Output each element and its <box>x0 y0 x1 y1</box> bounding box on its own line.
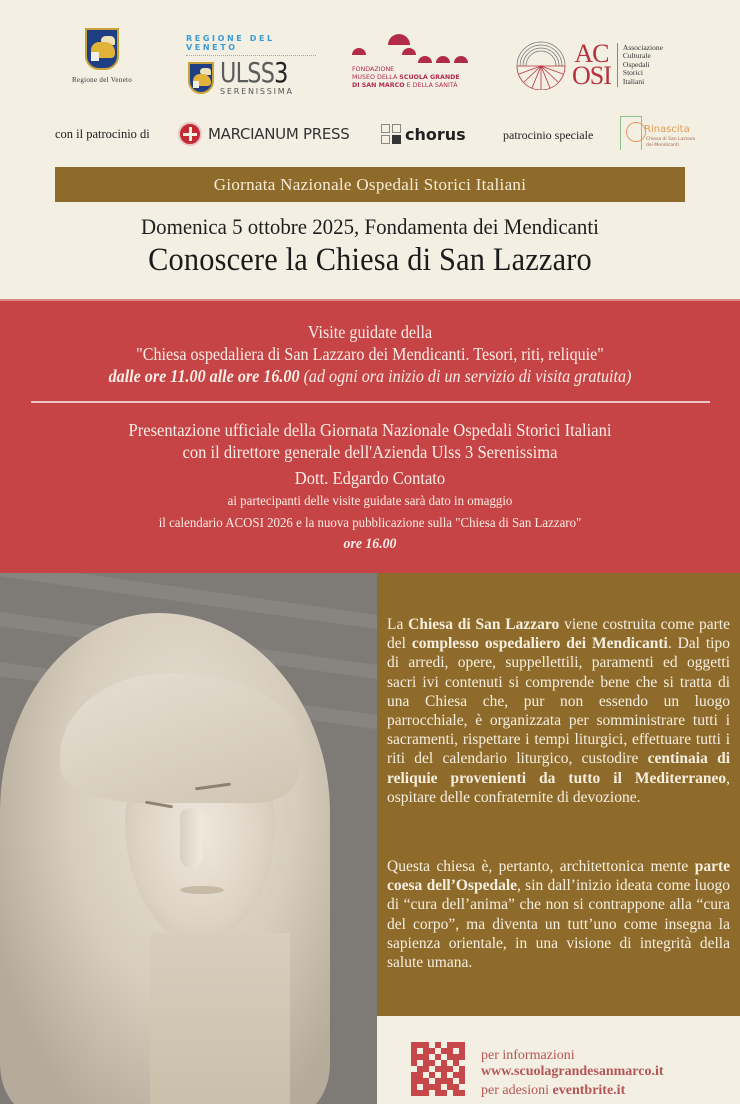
ulss3-wordmark: ULSS3 <box>220 56 288 89</box>
visits-title: "Chiesa ospedaliera di San Lazzaro dei Mendicanti. Tesori, riti, reliquie" <box>136 344 604 364</box>
lion-of-st-mark-shield-icon <box>85 28 119 70</box>
gift-line-1: ai partecipanti delle visite guidate sarà dato in omaggio <box>227 494 513 509</box>
presentation-time: ore 16.00 <box>343 536 397 552</box>
info-label: per informazioni <box>481 1048 575 1063</box>
patronage-row <box>0 122 740 152</box>
domes-icon <box>352 34 482 64</box>
acosi-description: Associazione Culturale Ospedali Storici Italiani <box>622 42 663 86</box>
special-patronage-label: patrocinio speciale <box>503 128 594 142</box>
marble-statue-photo <box>0 573 377 1104</box>
presentation-line-1: Presentazione ufficiale della Giornata Nazionale Ospedali Storici Italiani <box>128 420 612 440</box>
program-section <box>0 299 740 573</box>
grid-icon <box>381 124 401 144</box>
gift-line-2: il calendario ACOSI 2026 e la nuova pubblicazione sulla "Chiesa di San Lazzaro" <box>158 516 582 531</box>
date-location: Domenica 5 ottobre 2025, Fondamenta dei Mendicanti <box>141 214 599 239</box>
visits-schedule: dalle ore 11.00 alle ore 16.00 (ad ogni ora inizio di un servizio di visita gratuita) <box>108 366 632 386</box>
qr-code-icon[interactable] <box>411 1042 465 1096</box>
ulss3-logo <box>186 34 316 96</box>
marcianum-press-logo: MARCIANUM PRESS <box>178 122 349 146</box>
page-title: Conoscere la Chiesa di San Lazzaro <box>148 242 592 278</box>
regione-veneto-logo <box>62 28 142 84</box>
presentation-line-2: con il direttore generale dell'Azienda Ulss 3 Serenissima <box>182 442 558 462</box>
fondazione-text: FONDAZIONE MUSEO DELLA SCUOLA GRANDE DI SAN MARCO E DELLA SANITÀ <box>352 66 460 89</box>
patronage-label: con il patrocinio di <box>55 127 150 141</box>
website-link[interactable]: www.scuolagrandesanmarco.it <box>481 1064 664 1079</box>
description-panel <box>377 573 740 1016</box>
description-paragraph-1: La Chiesa di San Lazzaro viene costruita come parte del complesso ospedaliero dei Mendicanti. Dal tipo di arredi, opere, suppellettili, paramenti ed oggetti sacri ivi contenuti si comprende bene che si tratta di una Chiesa che, pur non essendo un luogo parrocchiale, è organizzata per somministrare tutti i sacramenti, rispettare i tempi liturgici, effettuare tutti i riti del calendario liturgico, custodire centinaia di reliquie provenienti da tutto il Mediterraneo, ospitare delle confraternite di devozione. <box>387 616 730 806</box>
contact-footer <box>377 1016 740 1104</box>
acosi-letters: AC OSI <box>572 43 618 87</box>
ulss3-subtitle: SERENISSIMA <box>220 87 294 96</box>
description-paragraph-2: Questa chiesa è, pertanto, architettonica mente parte coesa dell’Ospedale, sin dall’inizio ideata come luogo di “cura dell’anima” che non si contrappone alla “cura del corpo”, ma diventa un tutt’uno come insegna la sapienza orientale, in una visione di integrità della salute umana. <box>387 858 730 972</box>
acosi-logo <box>514 40 684 90</box>
arch-icon <box>514 40 568 90</box>
tree-icon <box>626 122 646 142</box>
event-banner <box>55 167 685 202</box>
banner-text: Giornata Nazionale Ospedali Storici Italiani <box>213 174 527 194</box>
regione-veneto-label: Regione del Veneto <box>71 76 133 84</box>
speaker-name: Dott. Edgardo Contato <box>294 468 446 488</box>
visits-intro: Visite guidate della <box>307 322 433 342</box>
section-divider <box>31 401 710 403</box>
fondazione-scuola-grande-logo <box>352 34 482 90</box>
logo-row <box>0 0 740 112</box>
eventbrite-link[interactable]: eventbrite.it <box>552 1083 626 1098</box>
chorus-logo: chorus <box>381 124 466 144</box>
lion-shield-icon <box>188 62 214 94</box>
rinascita-logo: Rinascita Chiesa di San Lazzaro dei Mendicanti <box>620 112 700 156</box>
signup-line: per adesioni eventbrite.it <box>481 1083 626 1098</box>
ulss3-region-label: REGIONE DEL VENETO <box>186 34 316 56</box>
cross-seal-icon <box>178 122 202 146</box>
